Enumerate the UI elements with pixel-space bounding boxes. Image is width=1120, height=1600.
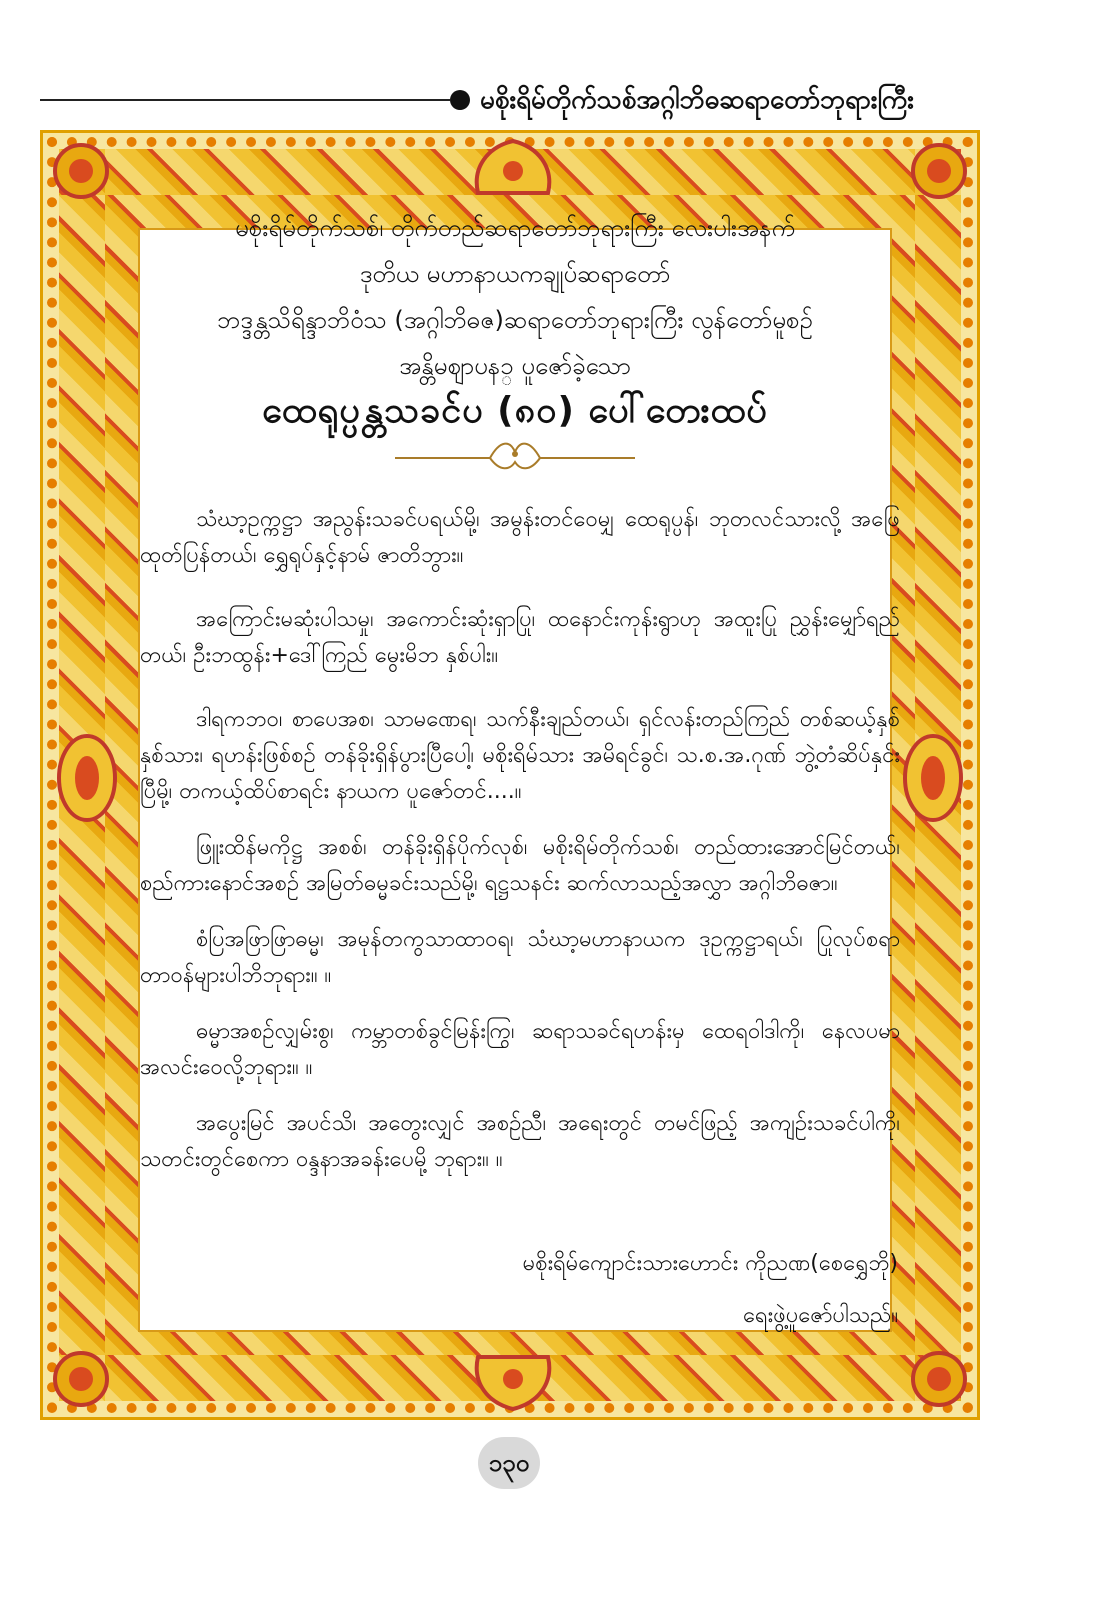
poem-stanza: အပွေးမြင် အပင်သိ၊ အတွေးလျှင် အစဉ်ညီ၊ အရေးတွင် တမင်ဖြည့် အကျဉ်းသခင်ပါကို၊ သတင်းတွင်စေကာ ဝန္ဒနာအခန်းပေမို့ ဘုရား။ ။ <box>140 1111 900 1172</box>
poem-stanza: သံဃာ့ဥက္ကဋ္ဌာ အညွန်းသခင်ပရယ်မို့၊ အမွန်းတင်ဝေမျှ ထေရုပ္ပန်၊ ဘုတလင်သားလို့ အဖြေထုတ်ပြန်တယ်၊ ရွှေရုပ်နှင့်နာမ် ဇာတိဘွား။ <box>140 507 900 568</box>
intro-line: ဒုတိယ မဟာနာယကချုပ်ဆရာတော် <box>359 260 671 288</box>
poem-stanza: ဓမ္မာအစဉ်လျှမ်းစွ၊ ကမ္ဘာတစ်ခွင်မြန်းကြွ၊ ဆရာသခင်ရဟန်းမှ ထေရဝါဒါကို၊ နေလပမာ အလင်းဝေလို့ဘုရား။ ။ <box>140 1019 900 1080</box>
poem-title: ထေရုပ္ပန္တသခင်ပ (၈၀) ပေါ်တေးထပ် <box>262 390 768 431</box>
page-number: ၁၃၀ <box>478 1437 540 1489</box>
header-rule <box>40 99 450 101</box>
bottom-crest-icon <box>468 1353 558 1413</box>
signature-closing: ရေးဖွဲ့ပူဇော်ပါသည်။ <box>743 1303 898 1328</box>
corner-ornament-icon <box>51 141 111 201</box>
intro-line: အန္တိမဈာပနၥ္ ပူဇော်ခဲ့သော <box>399 352 631 380</box>
corner-ornament-icon <box>51 1349 111 1409</box>
poem-stanza: ဖြူးထိန်မကိုဋ္ဌ အစစ်၊ တန်ခိုးရှိန်ပိုက်လုစ်၊ မစိုးရိမ်တိုက်သစ်၊ တည်ထားအောင်မြင်တယ်၊ စည်ကားနောင်အစဉ် အမြတ်ဓမ္မခင်းသည်မို့၊ ရဋ္ဌသနင်း ဆက်လာသည့်အလွှာ အဂ္ဂါဘိဓဇာ။ <box>140 835 900 896</box>
ornamental-divider-icon <box>395 434 635 478</box>
header-bullet <box>450 90 470 110</box>
header-title: မစိုးရိမ်တိုက်သစ်အဂ္ဂါဘိဓဆရာတော်ဘုရားကြီး <box>480 85 914 115</box>
poem-stanza: ဒါရကဘဝ၊ စာပေအစ၊ သာမဏေရ၊ သက်နီးချည်တယ်၊ ရှင်လန်းတည်ကြည် တစ်ဆယ့်နှစ်နှစ်သား၊ ရဟန်းဖြစ်စဉ် တန်ခိုးရှိန်ပွားပြီပေါ့၊ မစိုးရိမ်သား အမိရင်ခွင်၊ သ.စ.အ.ဂုဏ် ဘွဲ့တံဆိပ်နှင်းပြီမို့၊ တကယ့်ထိပ်စာရင်း နာယက ပူဇော်တင်....။ <box>140 707 900 804</box>
poem-body <box>140 502 900 1198</box>
poem-stanza: အကြောင်းမဆုံးပါသမှု၊ အကောင်းဆုံးရှာပြု၊ ထနောင်းကုန်းရွာဟု အထူးပြု ညွှန်းမျှော်ရည်တယ်၊ ဦးဘထွန်း+ဒေါ်ကြည် မွေးမိဘ နှစ်ပါး။ <box>140 607 900 668</box>
corner-ornament-icon <box>909 141 969 201</box>
intro-line: ဘဒ္ဒန္တသိရိန္ဒာဘိဝံသ (အဂ္ဂါဘိဓဇ)ဆရာတော်ဘုရားကြီး လွန်တော်မူစဉ် <box>217 306 813 334</box>
running-header <box>40 78 1080 122</box>
side-medallion-icon <box>55 733 119 823</box>
poem-stanza: စံပြအဖြာဖြာဓမ္မ၊ အမုန်တကွသာထာဝရ၊ သံဃာ့မဟာနာယက ဒုဥက္ကဋ္ဌာရယ်၊ ပြုလုပ်စရာ တာဝန်များပါဘိဘုရား။ ။ <box>140 927 900 988</box>
top-crest-icon <box>468 137 558 197</box>
signature-author: မစိုးရိမ်ကျောင်းသားဟောင်း ကိုညဏ(စေရွှေဘို) <box>522 1251 898 1276</box>
side-medallion-icon <box>901 733 965 823</box>
intro-line: မစိုးရိမ်တိုက်သစ်၊ တိုက်တည်ဆရာတော်ဘုရားကြီး လေးပါးအနက် <box>235 214 795 242</box>
corner-ornament-icon <box>909 1349 969 1409</box>
intro-block <box>100 205 930 389</box>
